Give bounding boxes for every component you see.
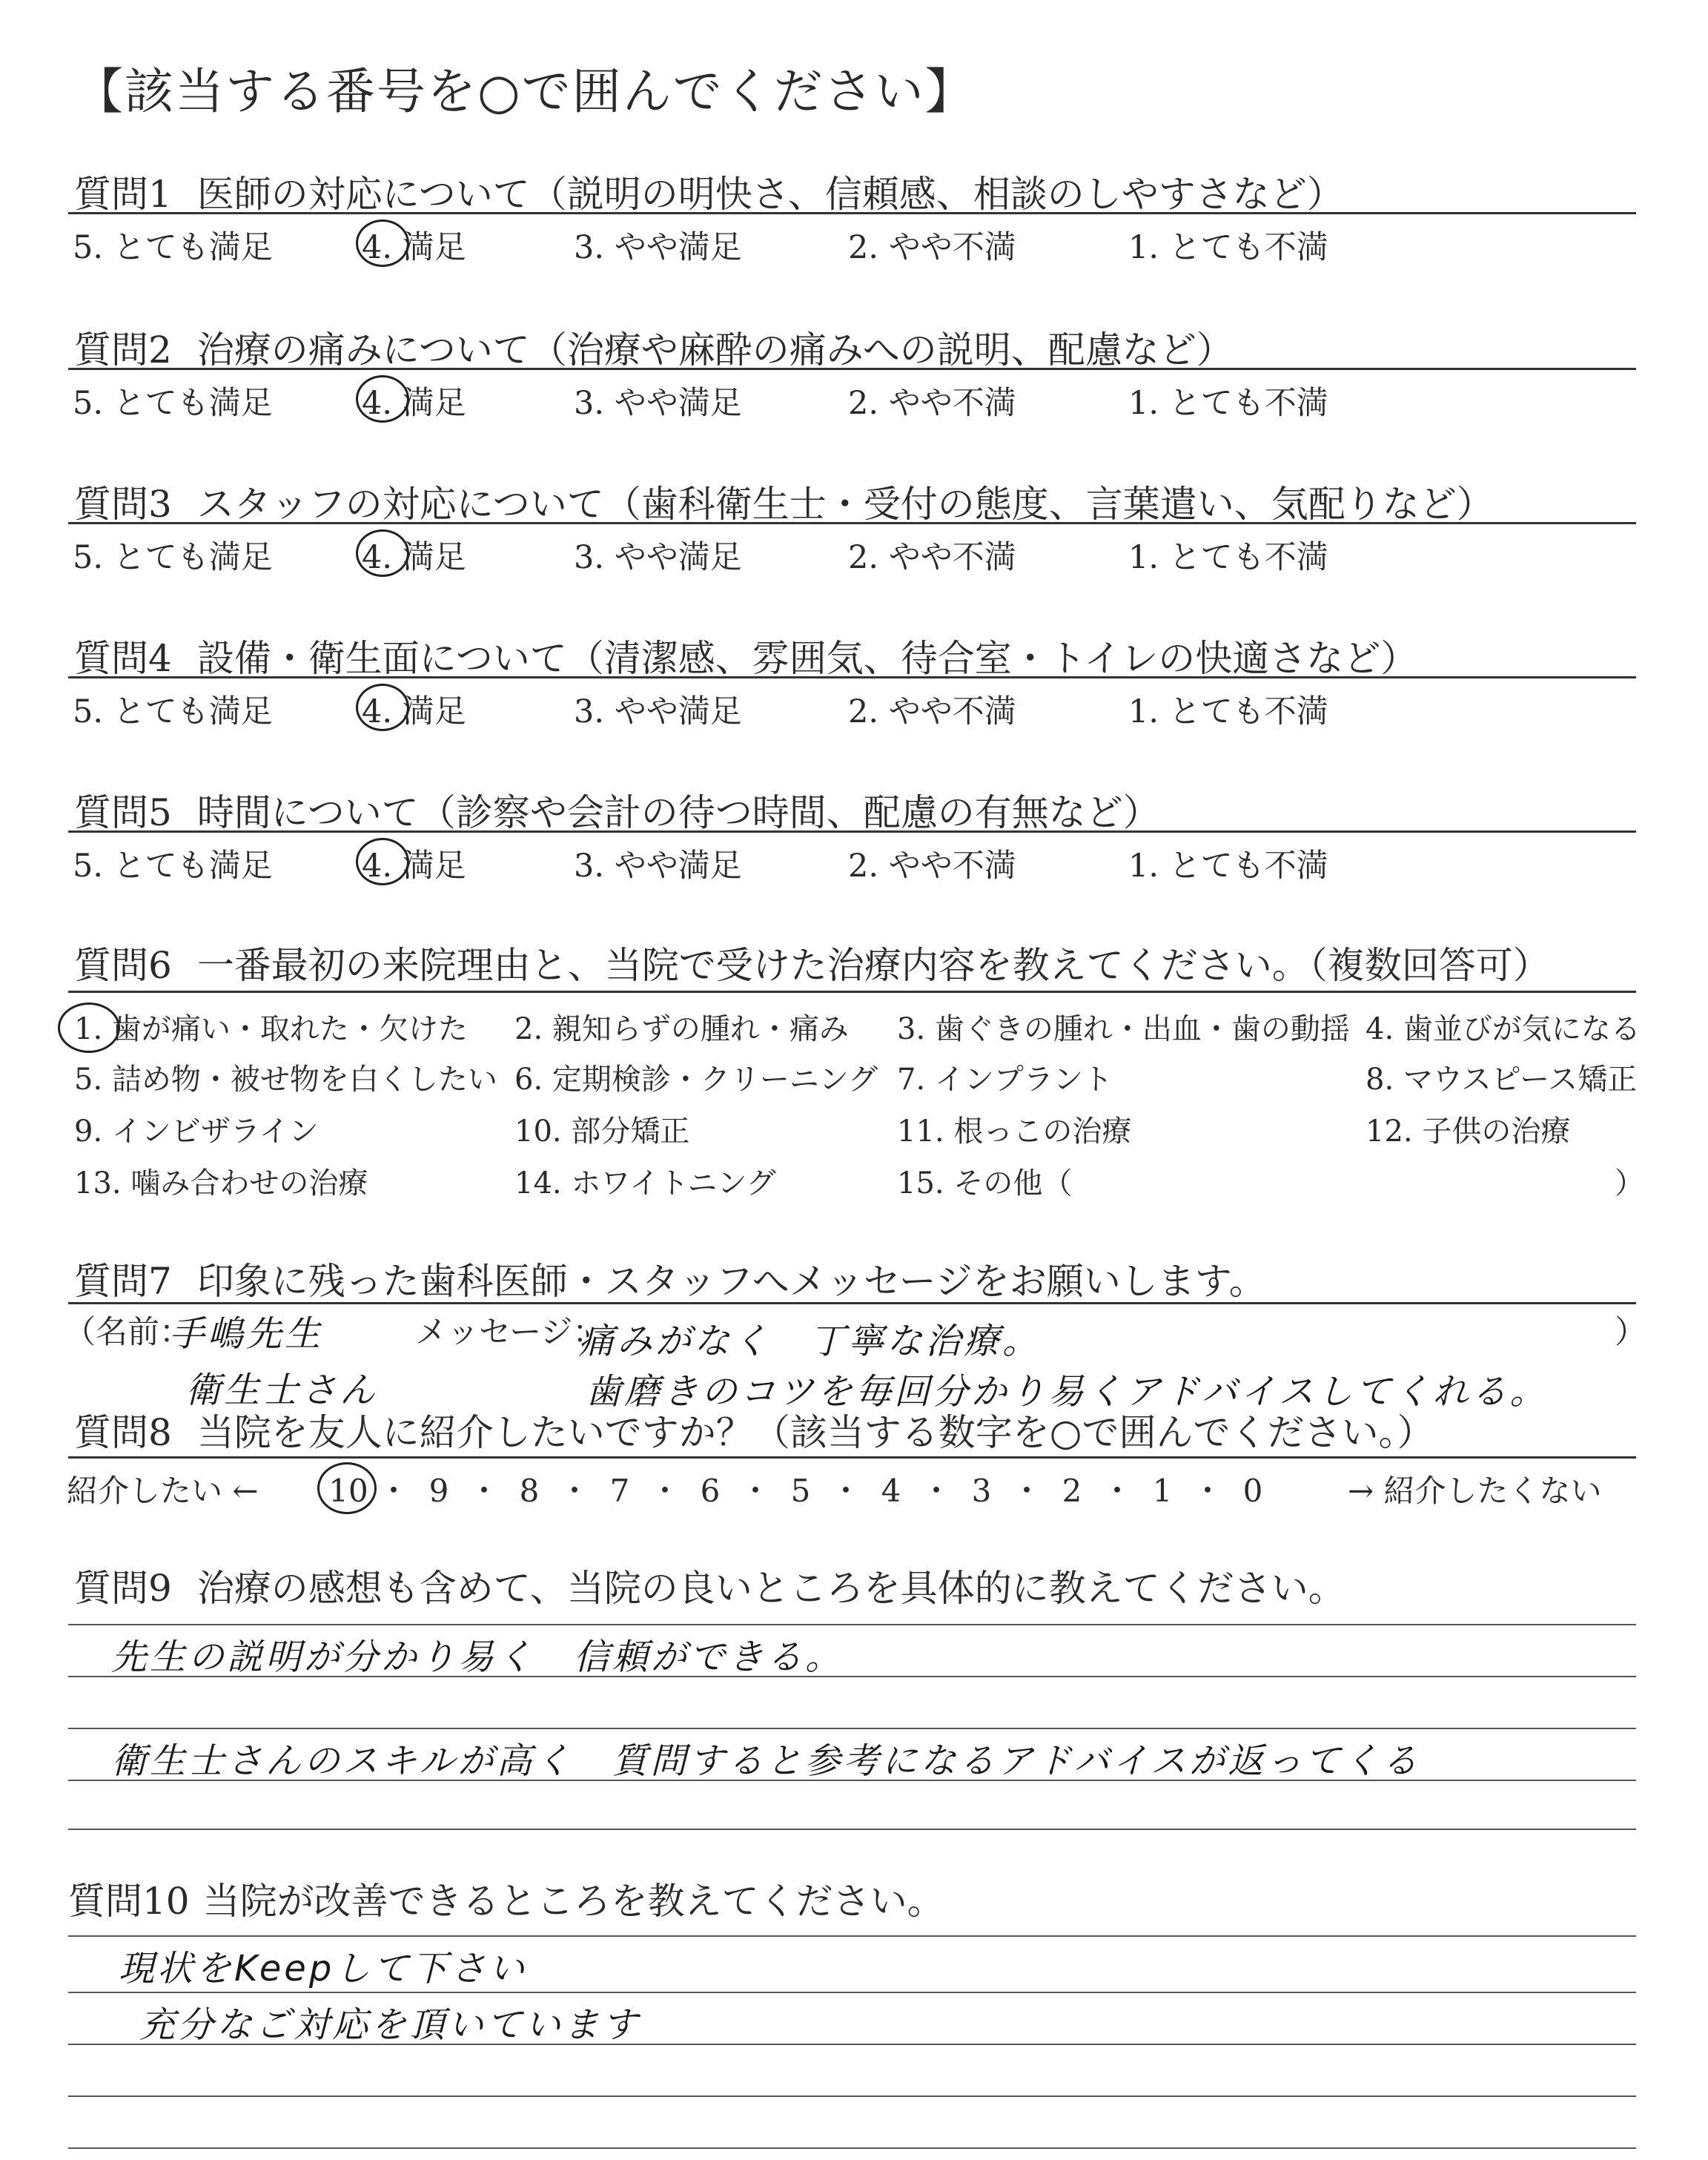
q2-number: 質問2: [74, 328, 172, 371]
q2-option-5[interactable]: 5. とても満足: [73, 385, 273, 422]
q10-line-1: [68, 1935, 1636, 1937]
q8-scale-3[interactable]: 3: [971, 1473, 992, 1509]
q1-rule: [68, 212, 1636, 214]
q6-choice-9[interactable]: 9. インビザライン: [74, 1114, 319, 1149]
q3-text: スタッフの対応について（歯科衛生士・受付の態度、言葉遣い、気配りなど）: [196, 483, 1494, 526]
q9-line-5: [68, 1829, 1636, 1830]
q2-option-1[interactable]: 1. とても不満: [1128, 385, 1328, 422]
q6-choice-8[interactable]: 8. マウスピース矯正: [1366, 1063, 1638, 1097]
q6-choice-11[interactable]: 11. 根っこの治療: [897, 1114, 1132, 1149]
q8-scale-8[interactable]: 8: [519, 1473, 540, 1509]
q6-number: 質問6: [74, 944, 172, 987]
q6-choice-15[interactable]: 15. その他（: [897, 1166, 1073, 1200]
q5-rule: [68, 830, 1636, 833]
q3-option-3[interactable]: 3. やや満足: [574, 539, 742, 576]
q7-heading: [74, 1252, 1266, 1305]
q5-option-4[interactable]: 4. 満足: [362, 848, 466, 885]
q8-scale-9[interactable]: 9: [428, 1473, 449, 1509]
form-title: 【該当する番号を○で囲んでください】: [74, 63, 976, 120]
q3-option-5[interactable]: 5. とても満足: [73, 539, 273, 576]
q6-text: 一番最初の来院理由と、当院で受けた治療内容を教えてください。（複数回答可）: [196, 944, 1550, 987]
q8-number: 質問8: [74, 1411, 172, 1454]
q8-scale-separator: ・: [1191, 1473, 1223, 1509]
q6-selected-circle: [58, 1003, 120, 1053]
q3-option-2[interactable]: 2. やや不満: [848, 539, 1016, 576]
q5-text: 時間について（診察や会計の待つ時間、配慮の有無など）: [196, 791, 1160, 834]
q8-scale-separator: ・: [558, 1473, 590, 1509]
q8-heading: [74, 1403, 1434, 1456]
q10-handwritten-1[interactable]: 現状をKeepして下さい: [119, 1948, 528, 1989]
q8-rule: [68, 1456, 1636, 1459]
q6-choice-3[interactable]: 3. 歯ぐきの腫れ・出血・歯の動揺: [897, 1012, 1350, 1046]
q7-rule: [68, 1302, 1636, 1304]
q5-option-2[interactable]: 2. やや不満: [848, 848, 1016, 885]
q8-scale-separator: ・: [1101, 1473, 1133, 1509]
q3-selected-circle: [356, 529, 409, 577]
q4-number: 質問4: [74, 637, 172, 680]
q8-scale-separator: ・: [468, 1473, 500, 1509]
q8-scale-separator: ・: [1010, 1473, 1042, 1509]
q6-choice-2[interactable]: 2. 親知らずの腫れ・痛み: [514, 1012, 849, 1046]
q4-option-3[interactable]: 3. やや満足: [574, 693, 742, 730]
q6-choice-6[interactable]: 6. 定期検診・クリーニング: [514, 1063, 878, 1097]
q6-choice-4[interactable]: 4. 歯並びが気になる: [1366, 1012, 1641, 1046]
q8-scale-separator: ・: [920, 1473, 952, 1509]
q9-handwritten-1[interactable]: 先生の説明が分かり易く 信頼ができる。: [111, 1636, 844, 1678]
q1-option-1[interactable]: 1. とても不満: [1128, 229, 1328, 266]
q2-text: 治療の痛みについて（治療や麻酔の痛みへの説明、配慮など）: [196, 328, 1234, 371]
q5-heading: [74, 783, 1160, 836]
q5-option-1[interactable]: 1. とても不満: [1128, 848, 1328, 885]
q10-number: 質問10: [68, 1880, 190, 1923]
q3-rule: [68, 522, 1636, 524]
q4-heading: [74, 629, 1417, 682]
q7-text: 印象に残った歯科医師・スタッフへメッセージをお願いします。: [196, 1260, 1266, 1303]
q9-heading: [74, 1559, 1345, 1612]
q8-selected-circle: [317, 1462, 377, 1514]
q1-heading: [74, 165, 1344, 218]
q3-option-1[interactable]: 1. とても不満: [1128, 539, 1328, 576]
q8-scale-separator: ・: [739, 1473, 771, 1509]
q4-option-1[interactable]: 1. とても不満: [1128, 693, 1328, 730]
q5-option-3[interactable]: 3. やや満足: [574, 848, 742, 885]
q2-option-2[interactable]: 2. やや不満: [848, 385, 1016, 422]
q10-line-5: [68, 2147, 1636, 2149]
q4-option-5[interactable]: 5. とても満足: [73, 693, 273, 730]
q8-scale-separator: ・: [830, 1473, 861, 1509]
q2-option-4[interactable]: 4. 満足: [362, 385, 466, 422]
q8-scale-separator: ・: [649, 1473, 681, 1509]
q7-handwritten-message-1[interactable]: 痛みがなく 丁寧な治療。: [578, 1321, 1042, 1362]
q9-text: 治療の感想も含めて、当院の良いところを具体的に教えてください。: [196, 1567, 1345, 1610]
q8-scale-7[interactable]: 7: [609, 1473, 630, 1509]
q8-scale-10[interactable]: 10: [328, 1473, 368, 1509]
q2-rule: [68, 368, 1636, 370]
q8-scale-2[interactable]: 2: [1062, 1473, 1082, 1509]
q6-choice-10[interactable]: 10. 部分矯正: [514, 1114, 690, 1149]
q5-number: 質問5: [74, 791, 172, 834]
q7-name-label: （名前：: [64, 1314, 191, 1351]
q8-scale-0[interactable]: 0: [1242, 1473, 1263, 1509]
q2-option-3[interactable]: 3. やや満足: [574, 385, 742, 422]
q2-heading: [74, 320, 1234, 374]
q10-line-4: [68, 2095, 1636, 2097]
q7-handwritten-name-1[interactable]: 手嶋先生: [169, 1313, 324, 1355]
q6-heading: [74, 936, 1550, 989]
q3-number: 質問3: [74, 483, 172, 526]
q8-right-label: → 紹介したくない: [1348, 1473, 1602, 1509]
q8-text: 当院を友人に紹介したいですか？（該当する数字を○で囲んでください。）: [196, 1411, 1434, 1454]
q4-option-2[interactable]: 2. やや不満: [848, 693, 1016, 730]
q4-text: 設備・衛生面について（清潔感、雰囲気、待合室・トイレの快適さなど）: [196, 637, 1418, 680]
q1-text: 医師の対応について（説明の明快さ、信頼感、相談のしやすさなど）: [196, 173, 1344, 216]
q4-selected-circle: [356, 684, 409, 731]
q7-handwritten-message-2[interactable]: 歯磨きのコツを毎回分かり易くアドバイスしてくれる。: [586, 1371, 1549, 1413]
q1-option-3[interactable]: 3. やや満足: [574, 229, 742, 266]
q7-handwritten-name-2[interactable]: 衛生士さん: [185, 1370, 379, 1411]
q8-scale-6[interactable]: 6: [700, 1473, 721, 1509]
q8-scale: [326, 1467, 1275, 1511]
q4-rule: [68, 676, 1636, 678]
q4-option-4[interactable]: 4. 満足: [362, 693, 466, 730]
q1-number: 質問1: [74, 173, 172, 216]
q10-handwritten-2[interactable]: 充分なご対応を頂いています: [139, 2004, 641, 2046]
q8-scale-5[interactable]: 5: [790, 1473, 811, 1509]
q9-line-3: [68, 1728, 1636, 1729]
q7-close-paren: ）: [1615, 1314, 1646, 1351]
q8-scale-4[interactable]: 4: [881, 1473, 901, 1509]
q6-rule: [68, 991, 1636, 993]
q8-left-label: 紹介したい ←: [67, 1473, 259, 1509]
q1-option-2[interactable]: 2. やや不満: [848, 229, 1016, 266]
q1-option-4[interactable]: 4. 満足: [362, 229, 466, 266]
q8-scale-1[interactable]: 1: [1152, 1473, 1173, 1509]
q3-option-4[interactable]: 4. 満足: [362, 539, 466, 576]
q5-selected-circle: [356, 838, 409, 885]
q10-line-2: [68, 1992, 1636, 1993]
q6-choice-7[interactable]: 7. インプラント: [897, 1063, 1113, 1097]
q9-number: 質問9: [74, 1567, 172, 1610]
q10-text: 当院が改善できるところを教えてください。: [202, 1880, 944, 1923]
q1-option-5[interactable]: 5. とても満足: [73, 229, 273, 266]
q1-selected-circle: [356, 219, 409, 267]
q10-heading: [68, 1872, 944, 1925]
q6-choice-5[interactable]: 5. 詰め物・被せ物を白くしたい: [74, 1063, 497, 1097]
q6-choice-13[interactable]: 13. 噛み合わせの治療: [74, 1166, 368, 1200]
q9-line-1: [68, 1624, 1636, 1625]
q2-selected-circle: [356, 375, 409, 423]
q7-number: 質問7: [74, 1260, 172, 1303]
q8-scale-separator: ・: [377, 1473, 409, 1509]
q6-choice-12[interactable]: 12. 子供の治療: [1366, 1114, 1571, 1149]
q6-choice-14[interactable]: 14. ホワイトニング: [514, 1166, 776, 1200]
q7-message-label: メッセージ：: [415, 1314, 605, 1351]
q5-option-5[interactable]: 5. とても満足: [73, 848, 273, 885]
q9-handwritten-2[interactable]: 衛生士さんのスキルが高く 質問すると参考になるアドバイスが返ってくる: [111, 1740, 1421, 1782]
q6-choice-1[interactable]: 1. 歯が痛い・取れた・欠けた: [74, 1012, 468, 1046]
q6-choice-16: ）: [1615, 1166, 1644, 1200]
q3-heading: [74, 475, 1494, 528]
